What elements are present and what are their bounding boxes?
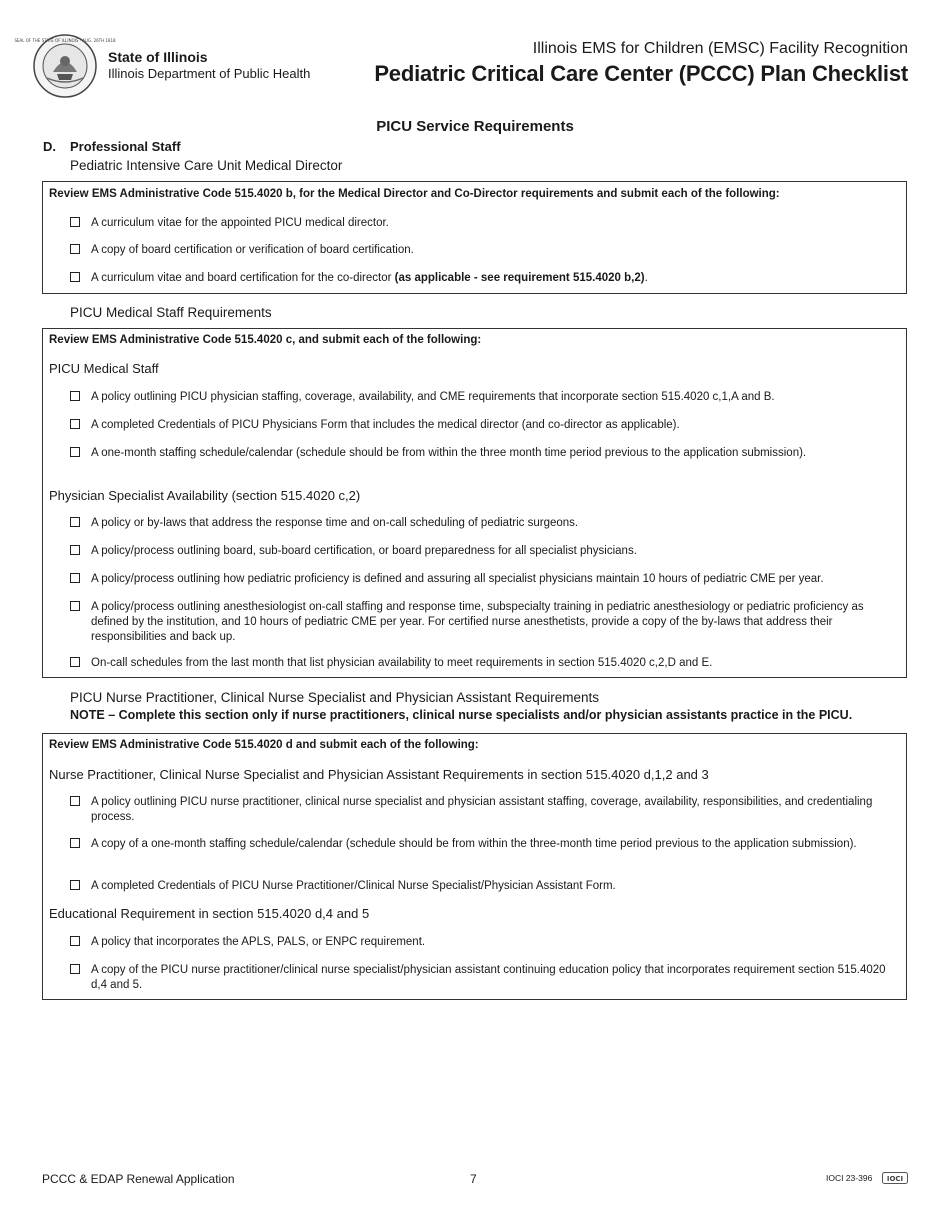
checkbox[interactable] <box>70 936 80 946</box>
checkbox[interactable] <box>70 419 80 429</box>
item-text: A policy that incorporates the APLS, PALS, or ENPC requirement. <box>91 936 426 948</box>
medical-staff-box <box>42 328 907 678</box>
item-text: A completed Credentials of PICU Nurse Practitioner/Clinical Nurse Specialist/Physician Assistant Form. <box>91 880 616 892</box>
medical-director-heading: Pediatric Intensive Care Unit Medical Director <box>70 158 343 173</box>
checkbox[interactable] <box>70 447 80 457</box>
seal-text: SEAL OF THE STATE OF ILLINOIS · AUG. 26TH 1818 <box>14 38 116 43</box>
item-text: A completed Credentials of PICU Physicians Form that includes the medical director (and co-director as applicable). <box>91 419 680 431</box>
printing-logo-icon <box>882 1172 908 1184</box>
footer-document-name: PCCC & EDAP Renewal Application <box>42 1172 235 1186</box>
form-code: IOCI 23-396 <box>826 1173 873 1183</box>
checkbox[interactable] <box>70 244 80 254</box>
checkbox[interactable] <box>70 964 80 974</box>
box-intro: Review EMS Administrative Code 515.4020 c, and submit each of the following: <box>49 334 482 346</box>
org-state: State of Illinois <box>108 49 208 65</box>
checkbox[interactable] <box>70 657 80 667</box>
checkbox[interactable] <box>70 838 80 848</box>
document-title: Pediatric Critical Care Center (PCCC) Plan Checklist <box>374 61 908 86</box>
section-title: PICU Service Requirements <box>376 118 574 135</box>
checkbox[interactable] <box>70 391 80 401</box>
group-label: Educational Requirement in section 515.4020 d,4 and 5 <box>49 906 370 921</box>
section-name: Professional Staff <box>70 139 181 154</box>
checkbox[interactable] <box>70 272 80 282</box>
checkbox[interactable] <box>70 573 80 583</box>
item-text <box>91 271 900 286</box>
group-label: PICU Medical Staff <box>49 361 159 376</box>
item-text-end: . <box>644 272 648 284</box>
checkbox[interactable] <box>70 880 80 890</box>
checkbox[interactable] <box>70 601 80 611</box>
checkbox[interactable] <box>70 545 80 555</box>
medical-staff-heading: PICU Medical Staff Requirements <box>70 305 272 320</box>
item-text: A copy of board certification or verification of board certification. <box>91 244 414 256</box>
document-subtitle: Illinois EMS for Children (EMSC) Facility Recognition <box>532 40 908 57</box>
checkbox[interactable] <box>70 796 80 806</box>
item-text: A policy/process outlining how pediatric proficiency is defined and assuring all specialist physicians maintain 10 hours of pediatric CME per year. <box>91 573 824 585</box>
item-text: On-call schedules from the last month that list physician availability to meet requirements in section 515.4020 c,2,D and E. <box>91 657 713 669</box>
item-text: A policy or by-laws that address the response time and on-call scheduling of pediatric surgeons. <box>91 517 579 529</box>
box-intro: Review EMS Administrative Code 515.4020 b, for the Medical Director and Co-Director requirements and submit each of the following: <box>49 188 780 200</box>
item-text: A copy of the PICU nurse practitioner/clinical nurse specialist/physician assistant continuing education policy that incorporates requirement section 515.4020 d,4 and 5. <box>91 964 886 991</box>
medical-director-box <box>42 181 907 294</box>
item-text: A one-month staffing schedule/calendar (schedule should be from within the three month time period previous to the application submission). <box>91 447 807 459</box>
item-text-bold: (as applicable - see requirement 515.4020 b,2) <box>394 272 645 284</box>
logo-text: IOCI <box>886 1175 904 1183</box>
box-intro: Review EMS Administrative Code 515.4020 d and submit each of the following: <box>49 739 479 751</box>
state-seal-icon <box>14 34 116 98</box>
np-cns-pa-heading: PICU Nurse Practitioner, Clinical Nurse Specialist and Physician Assistant Requirements <box>70 690 599 705</box>
section-letter: D. <box>43 139 56 154</box>
item-text-plain: A curriculum vitae and board certification for the co-director <box>91 272 395 284</box>
item-text: A policy/process outlining anesthesiologist on-call staffing and response time, subspecialty training in pediatric anesthesiology or pediatric proficiency as defined by the institution, and 10 hours of pediatric CME per year. For certified nurse anesthetists, provide a copy of the by-laws that address their responsibilities and back up. <box>91 601 864 643</box>
item-text: A policy outlining PICU physician staffing, coverage, availability, and CME requirements that incorporate section 515.4020 c,1,A and B. <box>91 391 775 403</box>
group-label: Physician Specialist Availability (section 515.4020 c,2) <box>49 488 361 503</box>
page-number: 7 <box>470 1172 477 1186</box>
item-text: A curriculum vitae for the appointed PICU medical director. <box>91 217 389 229</box>
group-label: Nurse Practitioner, Clinical Nurse Specialist and Physician Assistant Requirements in section 515.4020 d,1,2 and 3 <box>49 767 709 782</box>
np-cns-pa-box <box>42 733 907 1000</box>
org-department: Illinois Department of Public Health <box>108 66 311 81</box>
item-text: A policy outlining PICU nurse practitioner, clinical nurse specialist and physician assistant staffing, coverage, availability, responsibilities, and credentialing process. <box>91 796 873 823</box>
checkbox[interactable] <box>70 517 80 527</box>
checkbox[interactable] <box>70 217 80 227</box>
section-note: NOTE – Complete this section only if nurse practitioners, clinical nurse specialists and/or physician assistants practice in the PICU. <box>70 708 853 722</box>
item-text: A copy of a one-month staffing schedule/calendar (schedule should be from within the three-month time period previous to the application submission). <box>91 838 857 850</box>
item-text: A policy/process outlining board, sub-board certification, or board preparedness for all specialist physicians. <box>91 545 637 557</box>
